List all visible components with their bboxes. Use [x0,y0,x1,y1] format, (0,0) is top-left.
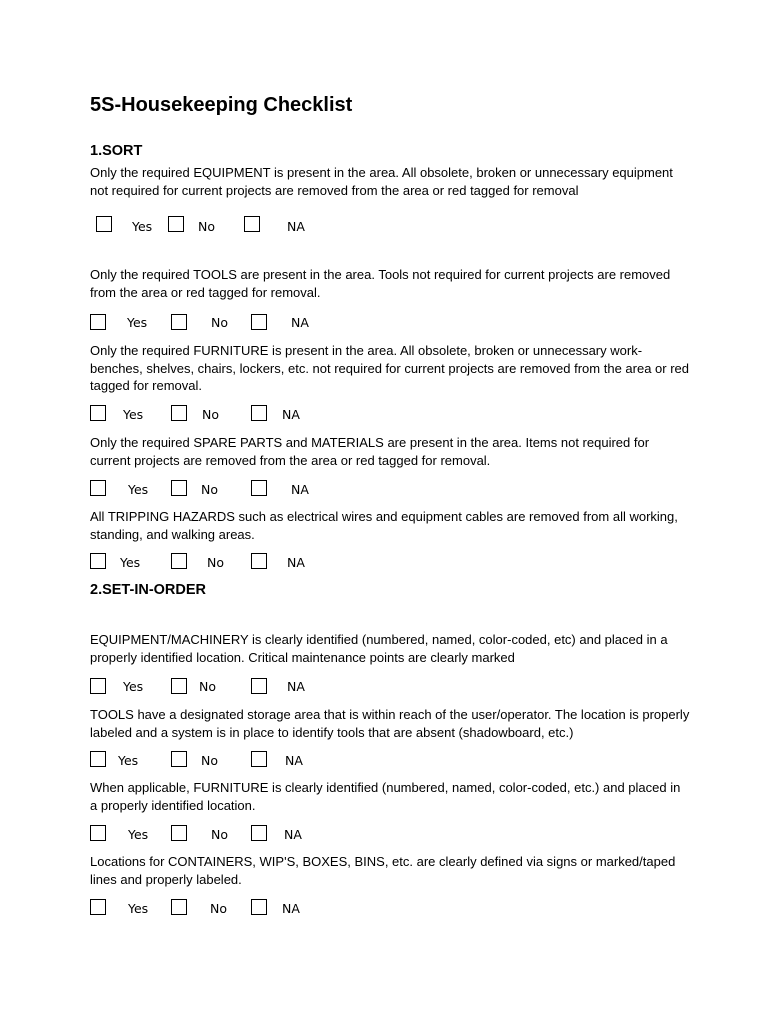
na-label: NA [285,753,303,768]
na-checkbox[interactable] [251,405,267,421]
na-label: NA [287,219,305,234]
yes-label: Yes [123,679,144,694]
no-label: No [207,555,224,570]
na-label: NA [284,827,302,842]
no-label: No [211,315,228,330]
yes-label: Yes [120,555,141,570]
no-checkbox[interactable] [171,314,187,330]
na-label: NA [282,901,300,916]
checklist-item-text: Only the required FURNITURE is present in the area. All obsolete, broken or unnecessary work-benches, shelves, chairs, lockers, etc. not required for current projects are removed from the area or red tagged for removal. [90,343,689,393]
na-label: NA [291,482,309,497]
checklist-item-text: TOOLS have a designated storage area that is within reach of the user/operator. The location is properly labeled and a system is in place to identify tools that are absent (shadowboard, etc.) [90,707,690,740]
no-checkbox[interactable] [171,825,187,841]
no-label: No [198,219,215,234]
no-checkbox[interactable] [171,405,187,421]
yes-label: Yes [127,315,148,330]
no-checkbox[interactable] [168,216,184,232]
yes-checkbox[interactable] [90,480,106,496]
na-checkbox[interactable] [251,751,267,767]
yes-checkbox[interactable] [90,899,106,915]
no-label: No [210,901,227,916]
yes-checkbox[interactable] [90,405,106,421]
na-checkbox[interactable] [251,314,267,330]
yes-label: Yes [132,219,153,234]
no-label: No [202,407,219,422]
checklist-item-text: EQUIPMENT/MACHINERY is clearly identified (numbered, named, color-coded, etc) and placed in a properly identified location. Critical maintenance points are clearly marked [90,632,668,665]
yes-label: Yes [128,827,149,842]
na-checkbox[interactable] [244,216,260,232]
no-checkbox[interactable] [171,899,187,915]
yes-checkbox[interactable] [90,314,106,330]
page-title: 5S-Housekeeping Checklist [90,94,353,116]
yes-checkbox[interactable] [96,216,112,232]
yes-checkbox[interactable] [90,678,106,694]
checklist-item-text: Only the required TOOLS are present in the area. Tools not required for current projects are removed from the area or red tagged for removal. [90,267,671,300]
no-label: No [211,827,228,842]
checklist-item-text: Locations for CONTAINERS, WIP'S, BOXES, BINS, etc. are clearly defined via signs or marked/taped lines and properly labeled. [90,854,676,887]
checklist-item-text: All TRIPPING HAZARDS such as electrical wires and equipment cables are removed from all working, standing, and walking areas. [90,509,678,542]
no-checkbox[interactable] [171,480,187,496]
yes-label: Yes [118,753,139,768]
na-checkbox[interactable] [251,825,267,841]
no-checkbox[interactable] [171,678,187,694]
section-heading-sort: 1.SORT [90,143,143,159]
checklist-item-text: Only the required SPARE PARTS and MATERIALS are present in the area. Items not required for current projects are removed from the area or red tagged for removal. [90,435,650,468]
yes-checkbox[interactable] [90,751,106,767]
no-label: No [199,679,216,694]
checklist-item-text: Only the required EQUIPMENT is present in the area. All obsolete, broken or unnecessary equipment not required for current projects are removed from the area or red tagged for removal [90,165,673,198]
section-heading-set-in-order: 2.SET-IN-ORDER [90,582,207,598]
na-checkbox[interactable] [251,553,267,569]
no-checkbox[interactable] [171,751,187,767]
yes-label: Yes [128,901,149,916]
checklist-item-text: When applicable, FURNITURE is clearly identified (numbered, named, color-coded, etc.) and placed in a properly identified location. [90,780,681,813]
na-label: NA [282,407,300,422]
no-label: No [201,482,218,497]
no-checkbox[interactable] [171,553,187,569]
na-checkbox[interactable] [251,480,267,496]
no-label: No [201,753,218,768]
yes-label: Yes [128,482,149,497]
na-checkbox[interactable] [251,899,267,915]
yes-checkbox[interactable] [90,553,106,569]
na-label: NA [287,555,305,570]
na-label: NA [287,679,305,694]
na-label: NA [291,315,309,330]
yes-checkbox[interactable] [90,825,106,841]
na-checkbox[interactable] [251,678,267,694]
yes-label: Yes [123,407,144,422]
